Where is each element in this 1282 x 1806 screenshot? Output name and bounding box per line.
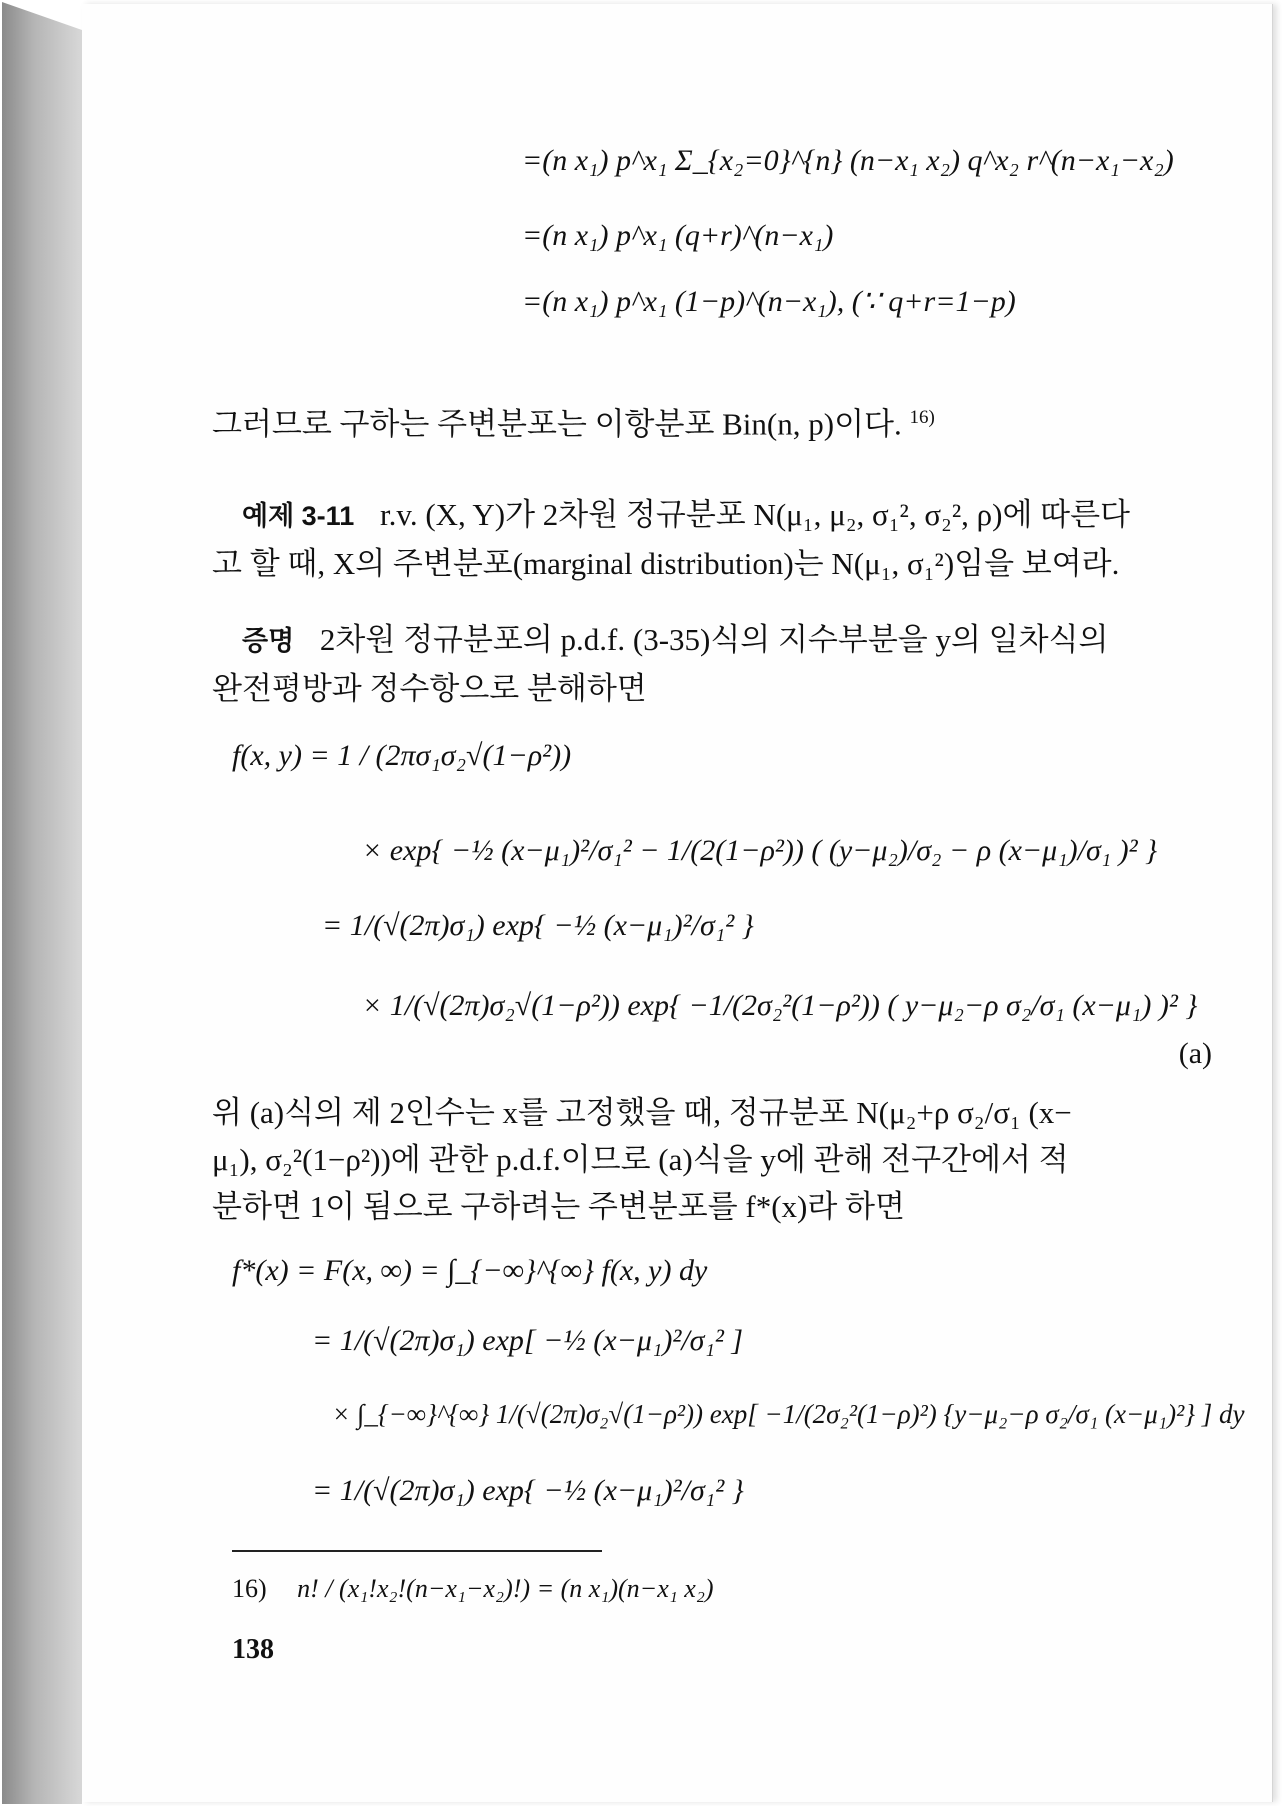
explanation-block [212, 1089, 1242, 1230]
conclusion-sentence: 그러므로 구하는 주변분포는 이항분포 Bin(n, p)이다. [212, 406, 902, 442]
equation-b-3: × ∫_{−∞}^{∞} 1/(√(2π)σ₂√(1−ρ²)) exp[ −1/(2σ₂²(1−ρ)²) {y−μ₂−ρ σ₂/σ₁ (x−μ₁)²} ] dy [332, 1399, 1245, 1429]
equation-top-3: =(n x₁) p^x₁ (1−p)^(n−x₁), (∵ q+r=1−p) [522, 285, 1016, 318]
proof-block [212, 616, 1242, 712]
equation-a-4: × 1/(√(2π)σ₂√(1−ρ²)) exp{ −1/(2σ₂²(1−ρ²)) ( y−μ₂−ρ σ₂/σ₁ (x−μ₁) )² } [362, 989, 1198, 1022]
equation-top-2: =(n x₁) p^x₁ (q+r)^(n−x₁) [522, 219, 834, 252]
footnote-divider [232, 1550, 602, 1552]
equation-b-1: f*(x) = F(x, ∞) = ∫_{−∞}^{∞} f(x, y) dy [232, 1254, 708, 1287]
example-line-1: r.v. (X, Y)가 2차원 정규분포 N(μ₁, μ₂, σ₁², σ₂², ρ)에 따른다 [379, 497, 1130, 532]
example-line-2: 고 할 때, X의 주변분포(marginal distribution)는 N(μ₁, σ₁²)임을 보여라. [212, 546, 1120, 581]
proof-line-2: 완전평방과 정수항으로 분해하면 [212, 671, 647, 706]
equation-top-1: =(n x₁) p^x₁ Σ_{x₂=0}^{n} (n−x₁ x₂) q^x₂ r^(n−x₁−x₂) [522, 144, 1174, 177]
book-spine [2, 2, 82, 1804]
explanation-line-1: 위 (a)식의 제 2인수는 x를 고정했을 때, 정규분포 N(μ₂+ρ σ₂/σ₁ (x− [212, 1095, 1072, 1130]
conclusion-text [212, 394, 1242, 447]
equation-a-3: = 1/(√(2π)σ₁) exp{ −½ (x−μ₁)²/σ₁² } [322, 909, 754, 942]
explanation-line-3: 분하면 1이 됨으로 구하려는 주변분포를 f*(x)라 하면 [212, 1189, 905, 1224]
footnote [232, 1574, 714, 1604]
proof-label: 증명 [242, 626, 295, 656]
equation-a-2: × exp{ −½ (x−μ₁)²/σ₁² − 1/(2(1−ρ²)) ( (y−μ₂)/σ₂ − ρ (x−μ₁)/σ₁ )² } [362, 834, 1158, 867]
footnote-reference: 16) [909, 407, 935, 428]
page-number: 138 [232, 1634, 274, 1665]
equation-b-4: = 1/(√(2π)σ₁) exp{ −½ (x−μ₁)²/σ₁² } [312, 1474, 744, 1507]
footnote-text: n! / (x₁!x₂!(n−x₁−x₂)!) = (n x₁)(n−x₁ x₂) [297, 1574, 714, 1603]
proof-line-1: 2차원 정규분포의 p.d.f. (3-35)식의 지수부분을 y의 일차식의 [319, 622, 1109, 657]
book-page [82, 4, 1273, 1802]
explanation-line-2: μ₁), σ₂²(1−ρ²))에 관한 p.d.f.이므로 (a)식을 y에 관해 전구간에서 적 [212, 1142, 1069, 1177]
equation-a-1: f(x, y) = 1 / (2πσ₁σ₂√(1−ρ²)) [232, 739, 572, 772]
equation-b-2: = 1/(√(2π)σ₁) exp[ −½ (x−μ₁)²/σ₁² ] [312, 1324, 744, 1357]
example-label: 예제 3-11 [242, 501, 355, 531]
example-block [212, 491, 1242, 587]
equation-label-a: (a) [1178, 1037, 1212, 1070]
footnote-mark: 16) [232, 1574, 267, 1603]
